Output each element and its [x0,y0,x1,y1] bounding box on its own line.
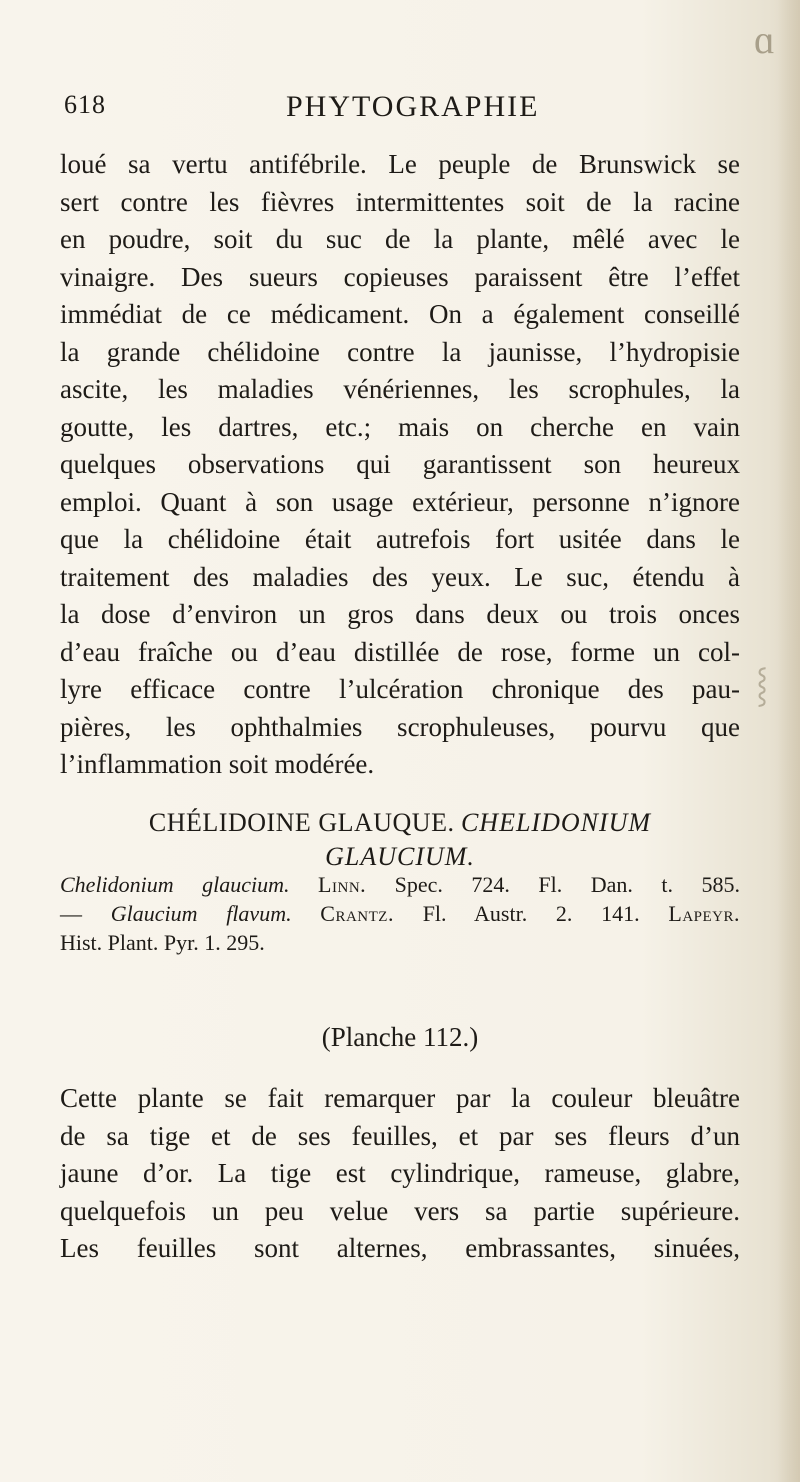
text-line: que la chélidoine était autrefois fort usitée dans le [60,524,740,554]
synonym-reference: Fl. Austr. 2. 141. [422,901,640,926]
synonymy-line-1 [60,870,740,899]
running-title: PHYTOGRAPHIE [286,90,540,123]
text-line: emploi. Quant à son usage extérieur, personne n’ignore [60,486,740,517]
margin-stain-mark: ⸾ [756,667,769,704]
synonym-reference: Spec. 724. Fl. Dan. t. 585. [394,872,741,897]
text-line: jaune d’or. La tige est cylindrique, rameuse, glabre, [60,1158,740,1188]
page-number: 618 [64,90,106,119]
text-line: l’inflammation soit modérée. [60,749,375,779]
text-line: ascite, les maladies vénériennes, les scrophules, la [60,374,740,404]
synonym-dash: — [60,901,82,926]
text-line: Cette plante se fait remarquer par la couleur bleuâtre [60,1083,740,1113]
synonymy-block [60,870,740,957]
text-line: Les feuilles sont alternes, embrassantes, sinuées, [60,1233,740,1263]
section-title [60,806,740,874]
synonym-author: Lapeyr. [668,901,740,926]
latin-plant-name-cont: GLAUCIUM. [325,842,475,871]
plate-reference: (Planche 112.) [321,1022,479,1052]
page-header [60,90,760,130]
synonym-latin: Glaucium flavum. [110,901,292,926]
text-line: loué sa vertu antifébrile. Le peuple de Brunswick se [60,149,740,179]
text-line: sert contre les fièvres intermittentes soit de la racine [60,186,740,217]
synonym-latin: Chelidonium glaucium. [60,872,290,897]
text-line: vinaigre. Des sueurs copieuses paraissent être l’effet [60,261,740,292]
synonym-author: Crantz. [320,901,394,926]
french-plant-name: CHÉLIDOINE GLAUQUE. [148,808,455,837]
text-line: la dose d’environ un gros dans deux ou trois onces [60,599,740,629]
page-edge-shadow [778,0,800,1482]
text-line: la grande chélidoine contre la jaunisse, l’hydropisie [60,336,740,367]
text-line: quelquefois un peu velue vers sa partie supérieure. [60,1195,740,1226]
body-paragraph-1 [60,146,740,784]
latin-plant-name: CHELIDONIUM [460,808,652,837]
text-line: en poudre, soit du suc de la plante, mêlé avec le [60,224,740,254]
margin-pencil-mark: ɑ [754,17,775,62]
text-line: quelques observations qui garantissent son heureux [60,449,740,479]
text-line: goutte, les dartres, etc.; mais on cherche en vain [60,411,740,442]
synonymy-line-3: Hist. Plant. Pyr. 1. 295. [60,930,265,955]
text-line: pières, les ophthalmies scrophuleuses, pourvu que [60,711,740,742]
synonymy-line-2 [60,899,740,928]
text-line: d’eau fraîche ou d’eau distillée de rose, forme un col- [60,636,740,667]
body-paragraph-2 [60,1080,740,1268]
text-line: de sa tige et de ses feuilles, et par ses fleurs d’un [60,1120,740,1151]
synonym-author: Linn. [318,872,367,897]
text-line: traitement des maladies des yeux. Le suc, étendu à [60,561,740,592]
text-line: immédiat de ce médicament. On a également conseillé [60,299,740,329]
text-line: lyre efficace contre l’ulcération chronique des pau- [60,674,740,704]
